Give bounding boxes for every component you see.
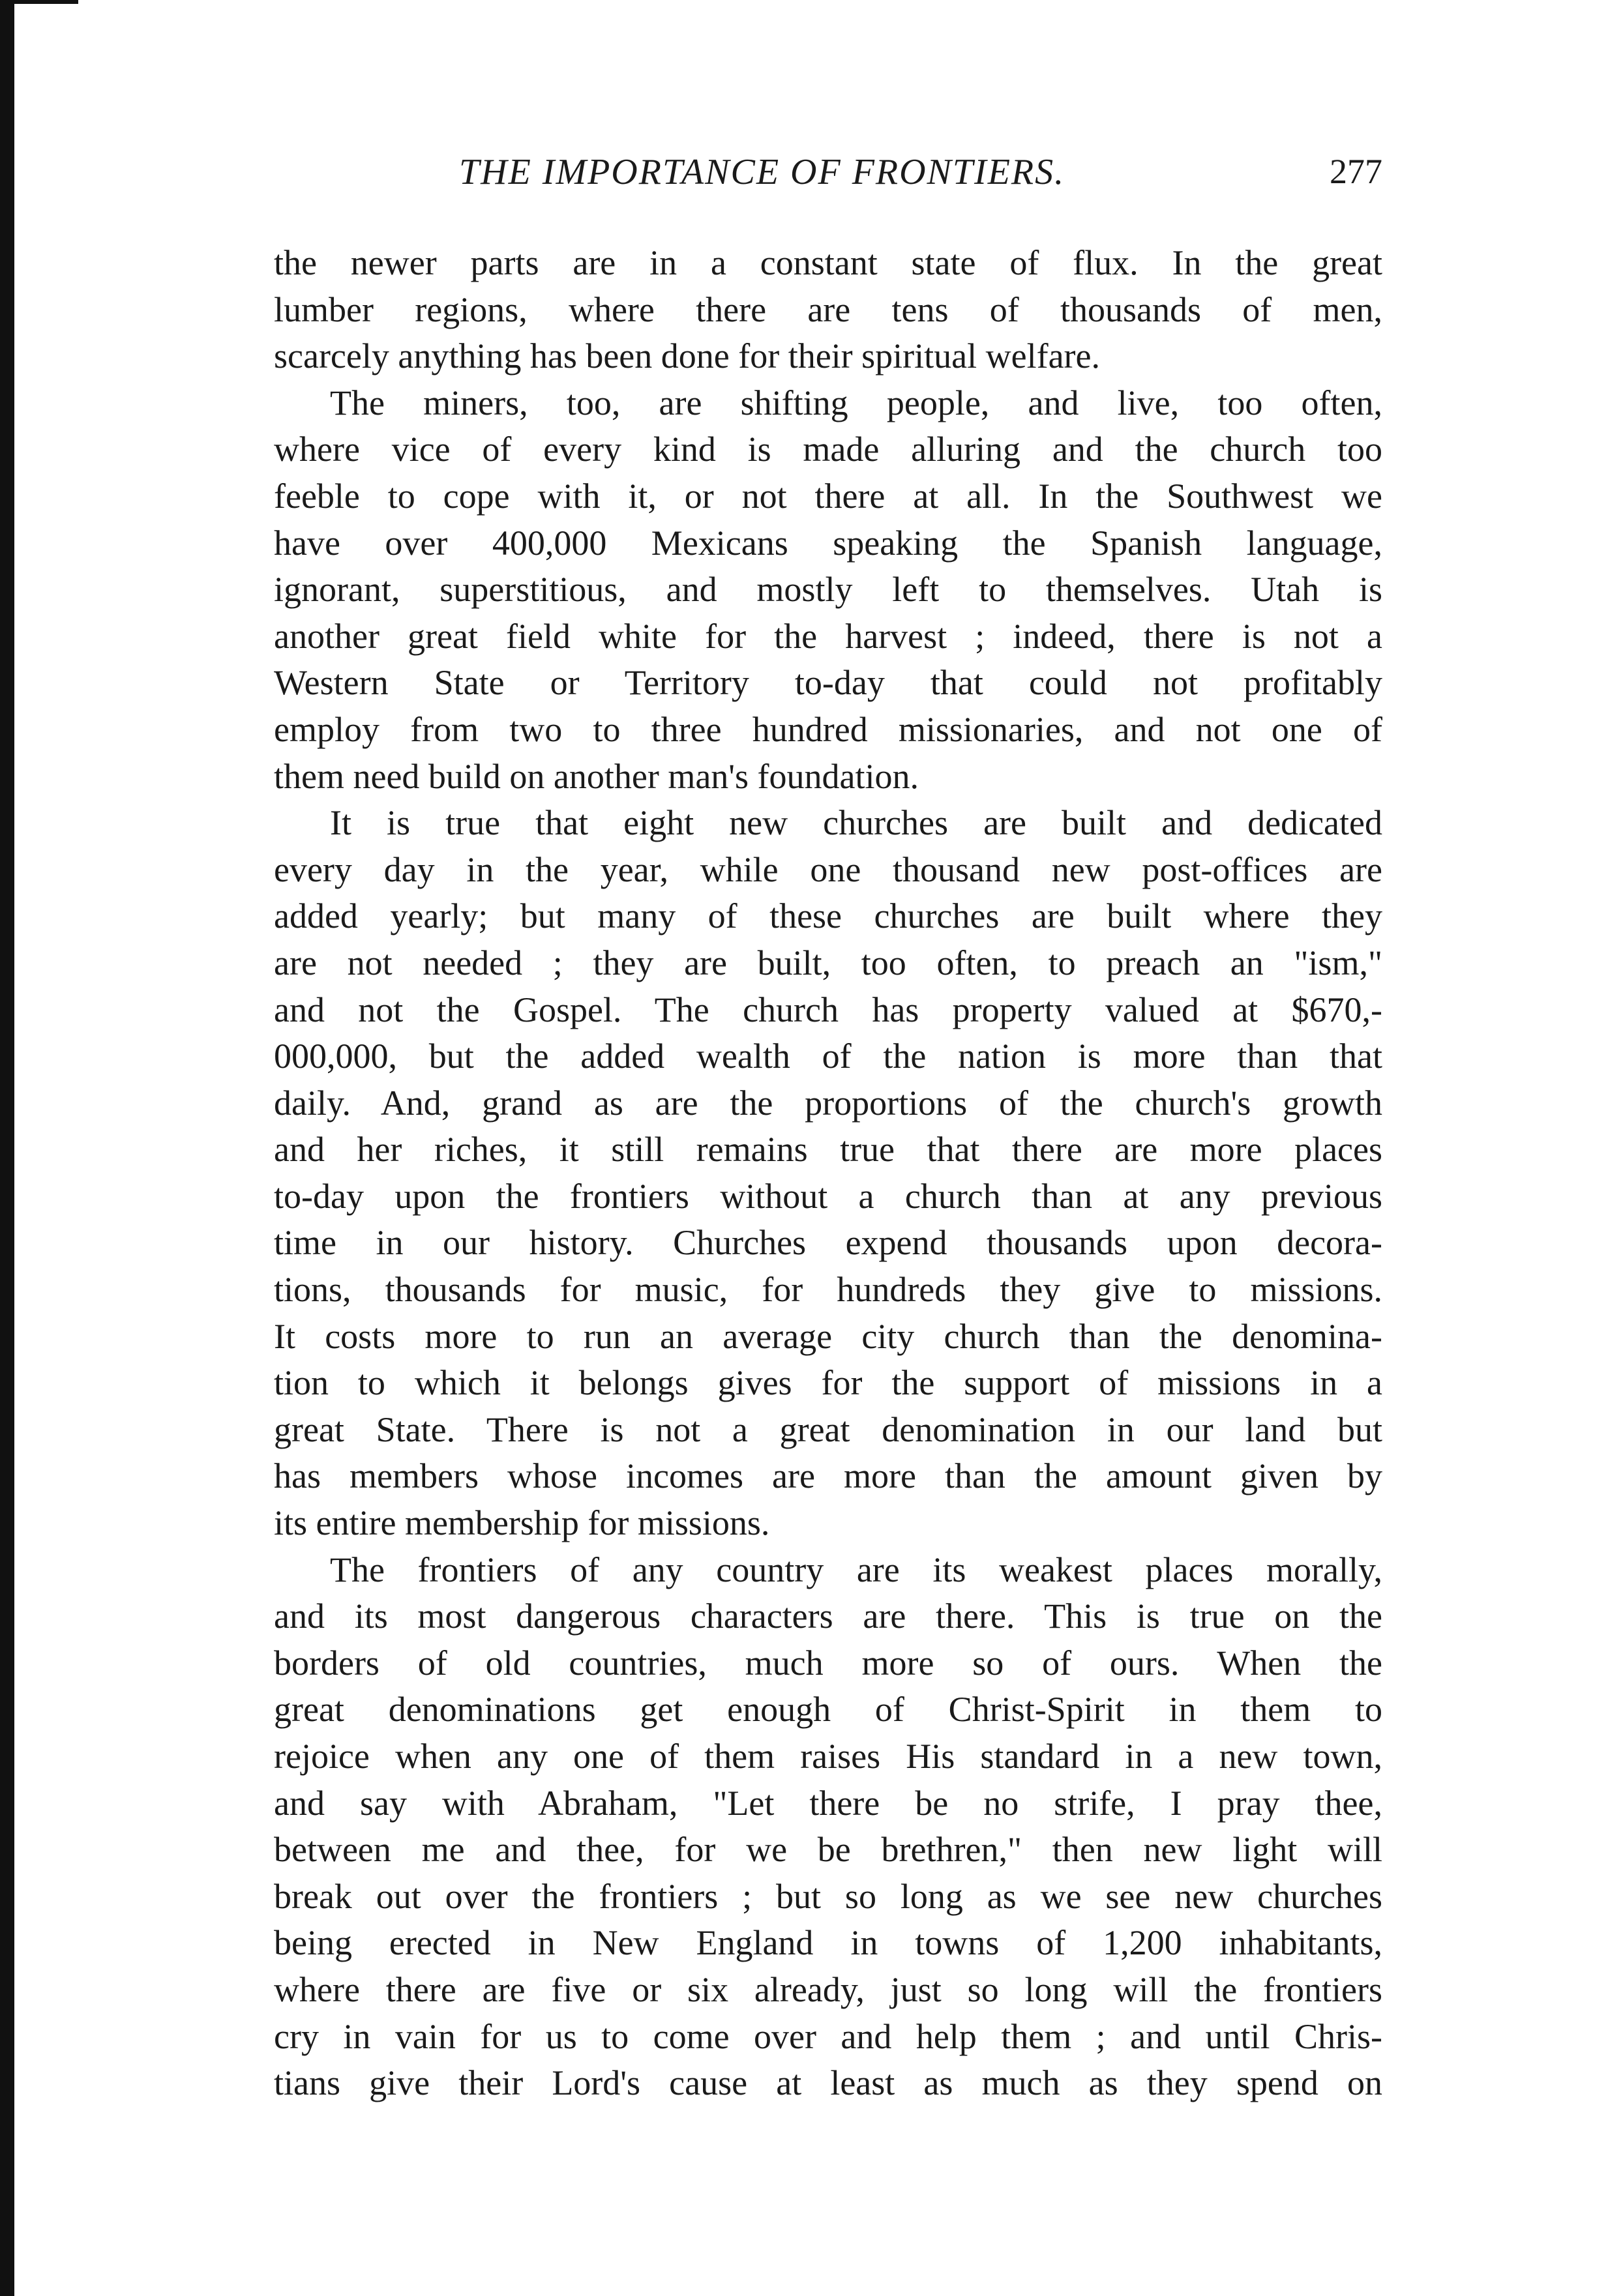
text-line: them need build on another man's foundation.	[274, 756, 919, 796]
text-line: the newer parts are in a constant state of flux. In the great	[274, 243, 1382, 282]
text-line: break out over the frontiers ; but so long as we see new churches	[274, 1876, 1382, 1916]
text-line: daily. And, grand as are the proportions of the church's growth	[274, 1083, 1382, 1123]
page-binding-edge	[0, 0, 14, 2296]
running-head-title: THE IMPORTANCE OF FRONTIERS.	[459, 152, 1065, 192]
text-line: tians give their Lord's cause at least as much as they spend on	[274, 2063, 1382, 2103]
text-line: and her riches, it still remains true that there are more places	[274, 1130, 1382, 1170]
running-head	[274, 151, 1382, 203]
text-line: between me and thee, for we be brethren," then new light will	[274, 1830, 1382, 1870]
text-line: tions, thousands for music, for hundreds they give to missions.	[274, 1270, 1382, 1310]
text-line: and its most dangerous characters are there. This is true on the	[274, 1597, 1382, 1636]
text-line: The frontiers of any country are its weakest places morally,	[330, 1550, 1382, 1589]
text-line: ignorant, superstitious, and mostly left to themselves. Utah is	[274, 570, 1382, 610]
text-line: scarcely anything has been done for their spiritual welfare.	[274, 336, 1100, 376]
text-line: lumber regions, where there are tens of thousands of men,	[274, 289, 1382, 329]
text-line: It costs more to run an average city church than the denomina-	[274, 1316, 1382, 1356]
page-binding-corner	[0, 0, 78, 4]
text-line: rejoice when any one of them raises His standard in a new town,	[274, 1737, 1382, 1776]
text-line: The miners, too, are shifting people, and live, too often,	[330, 383, 1382, 422]
text-line: its entire membership for missions.	[274, 1503, 770, 1543]
text-line: tion to which it belongs gives for the support of missions in a	[274, 1363, 1382, 1403]
text-line: time in our history. Churches expend thousands upon decora-	[274, 1223, 1382, 1263]
text-line: cry in vain for us to come over and help them ; and until Chris-	[274, 2016, 1382, 2056]
text-line: and say with Abraham, "Let there be no strife, I pray thee,	[274, 1783, 1382, 1823]
text-line: Western State or Territory to-day that could not profitably	[274, 663, 1382, 703]
text-line: being erected in New England in towns of 1,200 inhabitants,	[274, 1923, 1382, 1963]
text-line: It is true that eight new churches are built and dedicated	[330, 803, 1382, 843]
text-line: every day in the year, while one thousand new post-offices are	[274, 849, 1382, 889]
text-line: to-day upon the frontiers without a church than at any previous	[274, 1176, 1382, 1216]
text-line: great denominations get enough of Christ-Spirit in them to	[274, 1690, 1382, 1729]
page-number: 277	[1330, 152, 1382, 191]
text-line: have over 400,000 Mexicans speaking the Spanish language,	[274, 523, 1382, 563]
text-line: 000,000, but the added wealth of the nation is more than that	[274, 1037, 1382, 1076]
text-line: are not needed ; they are built, too often, to preach an "ism,"	[274, 943, 1382, 982]
text-line: employ from two to three hundred missionaries, and not one of	[274, 709, 1382, 749]
text-line: another great field white for the harvest ; indeed, there is not a	[274, 616, 1382, 656]
text-line: has members whose incomes are more than the amount given by	[274, 1456, 1382, 1496]
body-text	[274, 240, 1382, 2107]
text-line: where there are five or six already, just so long will the frontiers	[274, 1969, 1382, 2009]
text-line: feeble to cope with it, or not there at all. In the Southwest we	[274, 476, 1382, 516]
text-line: and not the Gospel. The church has property valued at $670,-	[274, 990, 1382, 1029]
text-line: added yearly; but many of these churches are built where they	[274, 896, 1382, 936]
text-line: great State. There is not a great denomination in our land but	[274, 1409, 1382, 1449]
text-line: where vice of every kind is made alluring and the church too	[274, 430, 1382, 469]
text-line: borders of old countries, much more so of ours. When the	[274, 1643, 1382, 1683]
